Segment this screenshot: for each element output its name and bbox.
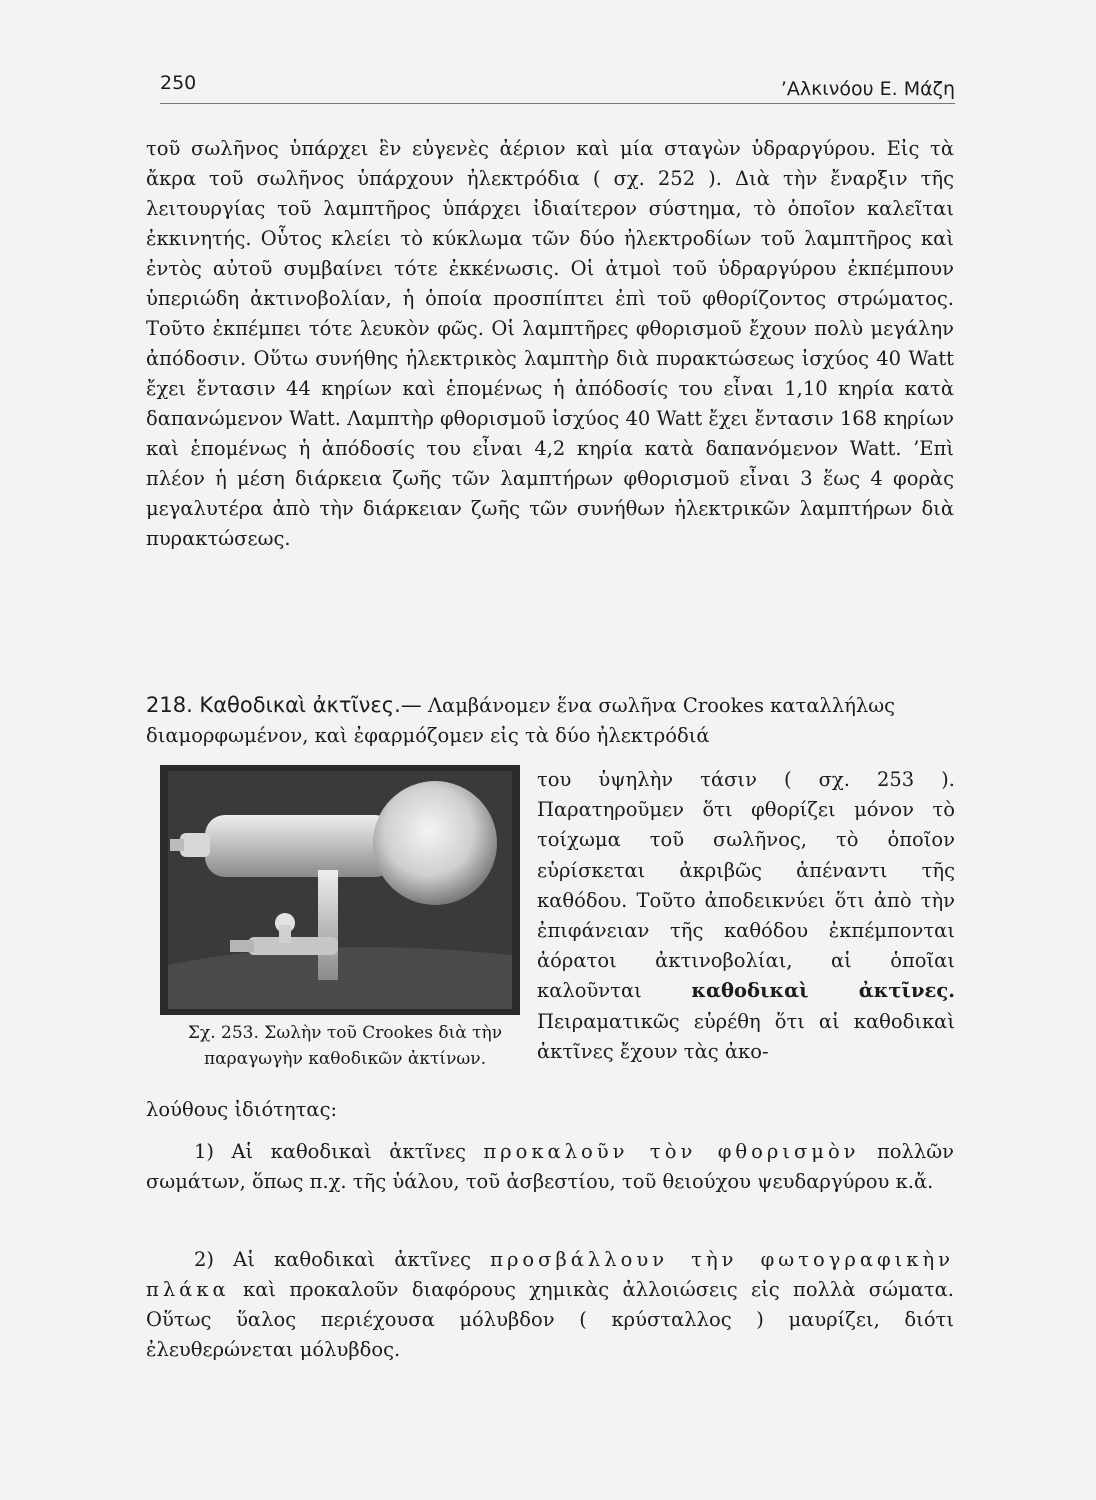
crookes-tube-photo [160,765,520,1015]
item-emphasis: προκαλοῦν τὸν φθορισμὸν [483,1140,860,1163]
cathode-rays-term: καθοδικαὶ ἀκτῖνες. [691,979,955,1003]
item-number: 1) [194,1140,215,1163]
section-title: 218. Καθοδικαὶ ἀκτῖνες.— [146,693,422,717]
item-emphasis: προσβάλλουν τὴν φωτογραφικὴν πλάκα [146,1248,955,1301]
item-rest: πολλῶν σωμάτων, ὅπως π.χ. τῆς ὑάλου, τοῦ ἀσβεστίου, τοῦ θειούχου ψευδαργύρου κ.ἄ. [146,1140,954,1193]
running-head: ’Αλκινόου Ε. Μάζη [780,78,955,100]
section-body-wrapped [537,765,955,1067]
section-body-text: του ὑψηλὴν τάσιν ( σχ. 253 ). Παρατηροῦμεν ὅτι φθορίζει μόνον τὸ τοίχωμα τοῦ σωλῆνος, τὸ ὁποῖον εὑρίσκεται ἀκριβῶς ἀπέναντι τῆς καθόδου. Τοῦτο ἀποδεικνύει ὅτι ἀπὸ τὴν ἐπιφάνειαν τῆς καθόδου ἐκπέμπονται ἀόρατοι ἀκτινοβολίαι, αἱ ὁποῖαι καλοῦνται [537,768,955,1003]
page-number: 250 [160,72,197,94]
property-item-1 [146,1137,954,1197]
page-header [160,72,955,102]
property-item-2 [146,1245,954,1365]
item-number: 2) [194,1248,215,1271]
item-rest: καὶ προκαλοῦν διαφόρους χημικὰς ἀλλοιώσεις εἰς πολλὰ σώματα. Οὕτως ὕαλος περιέχουσα μόλυβδον ( κρύσταλλος ) μαυρίζει, διότι ἐλευθερώνεται μόλυβδος. [146,1278,954,1361]
section-body-text-end: Πειραματικῶς εὑρέθη ὅτι αἱ καθοδικαὶ ἀκτῖνες ἔχουν τὰς ἀκο- [537,1009,955,1063]
figure-caption: Σχ. 253. Σωλὴν τοῦ Crookes διὰ τὴν παραγωγὴν καθοδικῶν ἀκτίνων. [187,1023,503,1069]
header-rule [160,103,955,104]
figure-crookes-tube [160,765,520,1015]
section-body-continuation: λούθους ἰδιότητας: [146,1098,338,1121]
section-intro: Λαμβάνομεν ἕνα σωλῆνα Crookes καταλλήλως διαμορφωμένον, καὶ ἐφαρμόζομεν εἰς τὰ δύο ἠλεκτρόδιά [146,694,896,747]
item-lead: Αἱ καθοδικαὶ ἀκτῖνες [233,1248,471,1271]
paragraph-fluorescent-lamps: τοῦ σωλῆνος ὑπάρχει ἓν εὐγενὲς ἀέριον καὶ μία σταγὼν ὑδραργύρου. Εἰς τὰ ἄκρα τοῦ σωλῆνος ὑπάρχουν ἠλεκτρόδια ( σχ. 252 ). Διὰ τὴν ἔναρξιν τῆς λειτουργίας τοῦ λαμπτῆρος ὑπάρχει ἰδιαίτερον σύστημα, τὸ ὁποῖον καλεῖται ἐκκινητής. Οὗτος κλείει τὸ κύκλωμα τῶν δύο ἠλεκτροδίων τοῦ λαμπτῆρος καὶ ἐντὸς αὐτοῦ συμβαίνει τότε ἐκκένωσις. Οἱ ἀτμοὶ τοῦ ὑδραργύρου ἐκπέμπουν ὑπεριώδη ἀκτινοβολίαν, ἡ ὁποία προσπίπτει ἐπὶ τοῦ φθορίζοντος στρώματος. Τοῦτο ἐκπέμπει τότε λευκὸν φῶς. Οἱ λαμπτῆρες φθορισμοῦ ἔχουν πολὺ μεγάλην ἀπόδοσιν. Οὕτω συνήθης ἠλεκτρικὸς λαμπτὴρ διὰ πυρακτώσεως ἰσχύος 40 Watt ἔχει ἔντασιν 44 κηρίων καὶ ἑπομένως ἡ ἀπόδοσίς του εἶναι 1,10 κηρία κατὰ δαπανώμενον Watt. Λαμπτὴρ φθορισμοῦ ἰσχύος 40 Watt ἔχει ἔντασιν 168 κηρίων καὶ ἑπομένως ἡ ἀπόδοσίς του εἶναι 4,2 κηρία κατὰ δαπανόμενον Watt. ’Επὶ πλέον ἡ μέση διάρκεια ζωῆς τῶν λαμπτήρων φθορισμοῦ εἶναι 3 ἕως 4 φορὰς μεγαλυτέρα ἀπὸ τὴν διάρκειαν ζωῆς τῶν συνήθων ἠλεκτρικῶν λαμπτήρων διὰ πυρακτώσεως. [146,137,955,550]
item-lead: Αἱ καθοδικαὶ ἀκτῖνες [231,1140,466,1163]
section-218 [146,690,954,751]
